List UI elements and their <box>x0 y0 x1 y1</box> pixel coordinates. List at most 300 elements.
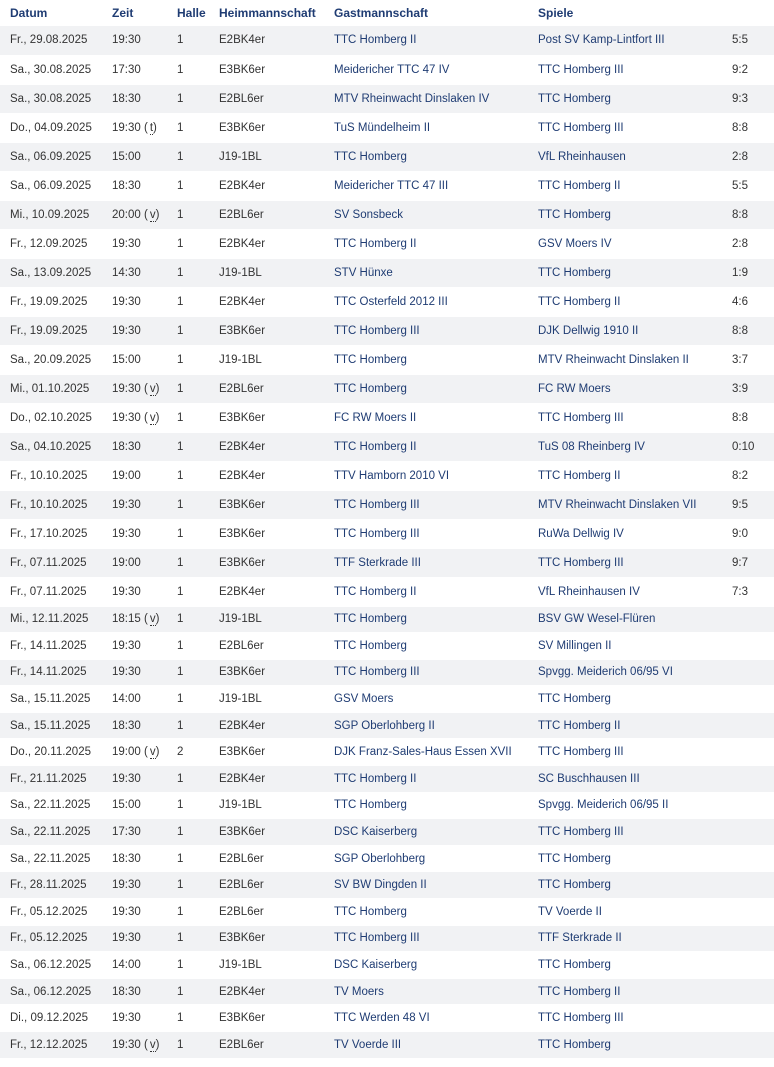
cell-halle <box>167 55 209 84</box>
flag-open-paren: ( <box>140 746 148 759</box>
table-row <box>0 432 774 461</box>
liga-text: J19-1BL <box>219 959 262 972</box>
datum-text: Fr., 12.12.2025 <box>10 1038 88 1051</box>
datum-text: Sa., 30.08.2025 <box>10 92 92 105</box>
heim-team-link[interactable]: TTC Homberg II <box>334 585 417 598</box>
datum-text: Mi., 10.09.2025 <box>10 208 90 221</box>
cell-heim <box>324 1032 528 1059</box>
heim-team-link[interactable]: TTC Homberg <box>334 382 407 395</box>
halle-text: 1 <box>177 719 184 732</box>
cell-zeit <box>102 55 167 84</box>
liga-text: E3BK6er <box>219 666 266 679</box>
heim-team-link[interactable]: TV Moers <box>334 985 384 998</box>
cell-liga <box>209 978 324 1005</box>
liga-text: E2BL6er <box>219 639 264 652</box>
cell-zeit <box>102 577 167 606</box>
cell-zeit <box>102 229 167 258</box>
cell-zeit <box>102 712 167 739</box>
gast-team-link[interactable]: TTC Homberg II <box>538 985 621 998</box>
gast-team-link[interactable]: TTC Homberg II <box>538 179 621 192</box>
header-heim[interactable]: Heimmannschaft <box>219 6 316 20</box>
gast-team-link[interactable]: TTC Homberg III <box>538 746 624 759</box>
cell-liga <box>209 577 324 606</box>
cell-zeit <box>102 606 167 633</box>
gast-team-link[interactable]: FC RW Moers <box>538 382 611 395</box>
table-row <box>0 819 774 846</box>
datum-text: Fr., 07.11.2025 <box>10 585 87 598</box>
heim-team-link[interactable]: TTC Homberg <box>334 905 407 918</box>
cell-datum <box>0 461 102 490</box>
cell-halle <box>167 686 209 713</box>
cell-ergebnis <box>732 739 774 766</box>
liga-text: E3BK6er <box>219 121 266 134</box>
ergebnis-text: 3:7 <box>732 353 748 366</box>
header-spiele[interactable]: Spiele <box>538 6 574 20</box>
header-halle[interactable]: Halle <box>177 6 206 20</box>
flag-open-paren: ( <box>140 613 148 626</box>
liga-text: E2BK4er <box>219 237 266 250</box>
ergebnis-text: 2:8 <box>732 150 748 163</box>
table-row <box>0 84 774 113</box>
datum-text: Fr., 14.11.2025 <box>10 666 87 679</box>
cell-halle <box>167 978 209 1005</box>
cell-gast <box>528 712 732 739</box>
cell-liga <box>209 432 324 461</box>
cell-gast <box>528 403 732 432</box>
cell-liga <box>209 200 324 229</box>
datum-text: Di., 09.12.2025 <box>10 1012 89 1025</box>
flag-close-paren: ) <box>155 382 160 395</box>
heim-team-link[interactable]: TTC Homberg II <box>334 440 417 453</box>
halle-text: 1 <box>177 295 184 308</box>
zeit-text: 19:30 <box>112 121 141 134</box>
cell-liga <box>209 952 324 979</box>
cell-heim <box>324 345 528 374</box>
cell-halle <box>167 925 209 952</box>
cell-liga <box>209 1032 324 1059</box>
cell-zeit <box>102 792 167 819</box>
heim-team-link[interactable]: TTC Homberg <box>334 613 407 626</box>
cell-ergebnis <box>732 925 774 952</box>
heim-team-link[interactable]: TTC Homberg II <box>334 772 417 785</box>
liga-text: E3BK6er <box>219 411 266 424</box>
cell-datum <box>0 739 102 766</box>
heim-team-link[interactable]: TV Voerde III <box>334 1038 402 1051</box>
zeit-flag[interactable]: v <box>149 1038 156 1051</box>
cell-ergebnis <box>732 952 774 979</box>
zeit-flag[interactable]: v <box>149 746 156 759</box>
cell-heim <box>324 403 528 432</box>
liga-text: J19-1BL <box>219 150 262 163</box>
table-row <box>0 519 774 548</box>
cell-heim <box>324 606 528 633</box>
cell-heim <box>324 461 528 490</box>
halle-text: 1 <box>177 852 184 865</box>
halle-text: 1 <box>177 324 184 337</box>
table-row <box>0 287 774 316</box>
cell-ergebnis <box>732 899 774 926</box>
cell-gast <box>528 142 732 171</box>
gast-team-link[interactable]: SC Buschhausen III <box>538 772 640 785</box>
cell-zeit <box>102 819 167 846</box>
cell-heim <box>324 925 528 952</box>
cell-halle <box>167 1032 209 1059</box>
zeit-flag[interactable]: v <box>149 382 156 395</box>
liga-text: E2BK4er <box>219 772 266 785</box>
cell-heim <box>324 659 528 686</box>
gast-team-link[interactable]: Spvgg. Meiderich 06/95 VI <box>538 666 673 679</box>
halle-text: 1 <box>177 693 184 706</box>
zeit-text: 19:30 <box>112 1038 141 1051</box>
cell-datum <box>0 200 102 229</box>
zeit-text: 14:00 <box>112 693 141 706</box>
cell-datum <box>0 659 102 686</box>
heim-team-link[interactable]: TTC Homberg <box>334 150 407 163</box>
cell-liga <box>209 845 324 872</box>
cell-ergebnis <box>732 55 774 84</box>
cell-datum <box>0 374 102 403</box>
cell-gast <box>528 229 732 258</box>
heim-team-link[interactable]: TTC Homberg II <box>334 237 417 250</box>
heim-team-link[interactable]: SGP Oberlohberg <box>334 852 426 865</box>
header-datum[interactable]: Datum <box>10 6 48 20</box>
datum-text: Fr., 10.10.2025 <box>10 498 88 511</box>
cell-zeit <box>102 200 167 229</box>
halle-text: 1 <box>177 411 184 424</box>
gast-team-link[interactable]: TTC Homberg III <box>538 411 624 424</box>
cell-halle <box>167 739 209 766</box>
flag-open-paren: ( <box>140 382 148 395</box>
cell-ergebnis <box>732 403 774 432</box>
gast-team-link[interactable]: TTC Homberg II <box>538 719 621 732</box>
heim-team-link[interactable]: TTF Sterkrade III <box>334 556 421 569</box>
table-row <box>0 403 774 432</box>
cell-halle <box>167 374 209 403</box>
cell-datum <box>0 171 102 200</box>
liga-text: E2BK4er <box>219 985 266 998</box>
gast-team-link[interactable]: TTC Homberg <box>538 92 611 105</box>
gast-team-link[interactable]: TTC Homberg III <box>538 826 624 839</box>
table-row <box>0 766 774 793</box>
gast-team-link[interactable]: Post SV Kamp-Lintfort III <box>538 34 665 47</box>
heim-team-link[interactable]: DSC Kaiserberg <box>334 826 418 839</box>
cell-zeit <box>102 316 167 345</box>
heim-team-link[interactable]: SV BW Dingden II <box>334 879 427 892</box>
halle-text: 1 <box>177 772 184 785</box>
datum-text: Sa., 06.09.2025 <box>10 150 92 163</box>
halle-text: 1 <box>177 1012 184 1025</box>
zeit-flag[interactable]: v <box>149 613 156 626</box>
table-row <box>0 200 774 229</box>
gast-team-link[interactable]: TTC Homberg III <box>538 121 624 134</box>
cell-gast <box>528 490 732 519</box>
cell-ergebnis <box>732 142 774 171</box>
heim-team-link[interactable]: GSV Moers <box>334 693 394 706</box>
cell-halle <box>167 577 209 606</box>
cell-zeit <box>102 766 167 793</box>
gast-team-link[interactable]: BSV GW Wesel-Flüren <box>538 613 656 626</box>
flag-close-paren: ) <box>155 746 160 759</box>
gast-team-link[interactable]: MTV Rheinwacht Dinslaken II <box>538 353 689 366</box>
table-row <box>0 229 774 258</box>
ergebnis-text: 9:3 <box>732 92 748 105</box>
cell-heim <box>324 952 528 979</box>
table-row <box>0 686 774 713</box>
cell-gast <box>528 113 732 142</box>
liga-text: E3BK6er <box>219 498 266 511</box>
cell-datum <box>0 55 102 84</box>
zeit-text: 19:30 <box>112 382 141 395</box>
heim-team-link[interactable]: Meidericher TTC 47 III <box>334 179 449 192</box>
cell-heim <box>324 142 528 171</box>
gast-team-link[interactable]: TTC Homberg <box>538 1038 611 1051</box>
halle-text: 1 <box>177 556 184 569</box>
cell-liga <box>209 659 324 686</box>
ergebnis-text: 4:6 <box>732 295 748 308</box>
gast-team-link[interactable]: TuS 08 Rheinberg IV <box>538 440 645 453</box>
cell-datum <box>0 978 102 1005</box>
heim-team-link[interactable]: TTC Homberg III <box>334 527 420 540</box>
cell-heim <box>324 374 528 403</box>
cell-ergebnis <box>732 792 774 819</box>
cell-zeit <box>102 345 167 374</box>
flag-close-paren: ) <box>155 613 160 626</box>
cell-zeit <box>102 258 167 287</box>
gast-team-link[interactable]: TTC Homberg <box>538 693 611 706</box>
zeit-text: 19:30 <box>112 666 141 679</box>
cell-gast <box>528 633 732 660</box>
heim-team-link[interactable]: TTC Homberg III <box>334 498 420 511</box>
zeit-flag[interactable]: v <box>149 411 156 424</box>
gast-team-link[interactable]: TTC Homberg III <box>538 1012 624 1025</box>
cell-liga <box>209 26 324 55</box>
gast-team-link[interactable]: SV Millingen II <box>538 639 612 652</box>
heim-team-link[interactable]: DSC Kaiserberg <box>334 959 418 972</box>
zeit-text: 19:30 <box>112 905 141 918</box>
cell-datum <box>0 686 102 713</box>
cell-ergebnis <box>732 845 774 872</box>
cell-gast <box>528 978 732 1005</box>
halle-text: 1 <box>177 905 184 918</box>
datum-text: Fr., 19.09.2025 <box>10 295 88 308</box>
cell-heim <box>324 258 528 287</box>
gast-team-link[interactable]: TV Voerde II <box>538 905 602 918</box>
gast-team-link[interactable]: MTV Rheinwacht Dinslaken VII <box>538 498 697 511</box>
liga-text: E2BL6er <box>219 92 264 105</box>
header-gast[interactable]: Gastmannschaft <box>334 6 429 20</box>
gast-team-link[interactable]: TTF Sterkrade II <box>538 932 622 945</box>
cell-halle <box>167 258 209 287</box>
gast-team-link[interactable]: RuWa Dellwig IV <box>538 527 624 540</box>
heim-team-link[interactable]: TTC Homberg <box>334 799 407 812</box>
datum-text: Sa., 15.11.2025 <box>10 719 91 732</box>
gast-team-link[interactable]: TTC Homberg III <box>538 63 624 76</box>
zeit-text: 20:00 <box>112 208 141 221</box>
cell-datum <box>0 872 102 899</box>
heim-team-link[interactable]: TTC Werden 48 VI <box>334 1012 430 1025</box>
cell-zeit <box>102 461 167 490</box>
zeit-flag[interactable]: v <box>149 208 156 221</box>
datum-text: Fr., 07.11.2025 <box>10 556 87 569</box>
gast-team-link[interactable]: Spvgg. Meiderich 06/95 II <box>538 799 669 812</box>
cell-liga <box>209 287 324 316</box>
zeit-text: 19:30 <box>112 932 141 945</box>
liga-text: E3BK6er <box>219 63 266 76</box>
heim-team-link[interactable]: TTC Homberg III <box>334 324 420 337</box>
halle-text: 1 <box>177 266 184 279</box>
halle-text: 1 <box>177 92 184 105</box>
cell-datum <box>0 577 102 606</box>
cell-heim <box>324 229 528 258</box>
halle-text: 1 <box>177 932 184 945</box>
zeit-text: 18:30 <box>112 719 141 732</box>
cell-zeit <box>102 490 167 519</box>
halle-text: 2 <box>177 746 184 759</box>
cell-halle <box>167 490 209 519</box>
zeit-text: 14:30 <box>112 266 141 279</box>
heim-team-link[interactable]: SV Sonsbeck <box>334 208 404 221</box>
gast-team-link[interactable]: TTC Homberg <box>538 959 611 972</box>
datum-text: Do., 02.10.2025 <box>10 411 92 424</box>
gast-team-link[interactable]: TTC Homberg <box>538 879 611 892</box>
cell-ergebnis <box>732 659 774 686</box>
ergebnis-text: 2:8 <box>732 237 748 250</box>
gast-team-link[interactable]: TTC Homberg <box>538 266 611 279</box>
cell-halle <box>167 952 209 979</box>
gast-team-link[interactable]: GSV Moers IV <box>538 237 612 250</box>
liga-text: E2BK4er <box>219 469 266 482</box>
zeit-text: 17:30 <box>112 63 141 76</box>
halle-text: 1 <box>177 879 184 892</box>
zeit-text: 19:30 <box>112 1012 141 1025</box>
cell-datum <box>0 952 102 979</box>
heim-team-link[interactable]: DJK Franz-Sales-Haus Essen XVII <box>334 746 512 759</box>
heim-team-link[interactable]: MTV Rheinwacht Dinslaken IV <box>334 92 490 105</box>
heim-team-link[interactable]: SGP Oberlohberg II <box>334 719 435 732</box>
cell-datum <box>0 1032 102 1059</box>
gast-team-link[interactable]: DJK Dellwig 1910 II <box>538 324 639 337</box>
cell-halle <box>167 1005 209 1032</box>
cell-liga <box>209 113 324 142</box>
table-header <box>0 0 774 26</box>
header-zeit[interactable]: Zeit <box>112 6 134 20</box>
gast-team-link[interactable]: TTC Homberg II <box>538 469 621 482</box>
heim-team-link[interactable]: STV Hünxe <box>334 266 393 279</box>
cell-gast <box>528 766 732 793</box>
ergebnis-text: 5:5 <box>732 34 748 47</box>
table-row <box>0 952 774 979</box>
zeit-text: 14:00 <box>112 959 141 972</box>
gast-team-link[interactable]: TTC Homberg II <box>538 295 621 308</box>
heim-team-link[interactable]: TTC Homberg III <box>334 932 420 945</box>
cell-zeit <box>102 659 167 686</box>
cell-datum <box>0 548 102 577</box>
heim-team-link[interactable]: TuS Mündelheim II <box>334 121 431 134</box>
cell-heim <box>324 872 528 899</box>
table-row <box>0 113 774 142</box>
halle-text: 1 <box>177 440 184 453</box>
flag-close-paren: ) <box>153 121 157 134</box>
cell-datum <box>0 606 102 633</box>
ergebnis-text: 8:2 <box>732 469 748 482</box>
table-row <box>0 1005 774 1032</box>
cell-heim <box>324 316 528 345</box>
ergebnis-text: 9:0 <box>732 527 748 540</box>
heim-team-link[interactable]: TTC Homberg III <box>334 666 420 679</box>
gast-team-link[interactable]: TTC Homberg III <box>538 556 624 569</box>
liga-text: E2BL6er <box>219 905 264 918</box>
cell-liga <box>209 316 324 345</box>
datum-text: Fr., 21.11.2025 <box>10 772 87 785</box>
cell-heim <box>324 287 528 316</box>
cell-liga <box>209 766 324 793</box>
heim-team-link[interactable]: FC RW Moers II <box>334 411 417 424</box>
cell-ergebnis <box>732 26 774 55</box>
table-row <box>0 845 774 872</box>
cell-gast <box>528 519 732 548</box>
cell-ergebnis <box>732 978 774 1005</box>
cell-liga <box>209 229 324 258</box>
cell-zeit <box>102 26 167 55</box>
cell-zeit <box>102 142 167 171</box>
heim-team-link[interactable]: TTC Homberg <box>334 639 407 652</box>
datum-text: Sa., 06.12.2025 <box>10 985 92 998</box>
datum-text: Do., 20.11.2025 <box>10 746 91 759</box>
cell-gast <box>528 739 732 766</box>
cell-gast <box>528 84 732 113</box>
cell-halle <box>167 113 209 142</box>
cell-liga <box>209 925 324 952</box>
datum-text: Sa., 06.09.2025 <box>10 179 92 192</box>
cell-ergebnis <box>732 287 774 316</box>
table-row <box>0 548 774 577</box>
cell-gast <box>528 659 732 686</box>
cell-datum <box>0 712 102 739</box>
heim-team-link[interactable]: TTC Osterfeld 2012 III <box>334 295 448 308</box>
cell-ergebnis <box>732 258 774 287</box>
cell-gast <box>528 686 732 713</box>
halle-text: 1 <box>177 585 184 598</box>
zeit-text: 18:15 <box>112 613 141 626</box>
gast-team-link[interactable]: VfL Rheinhausen <box>538 150 626 163</box>
ergebnis-text: 9:7 <box>732 556 748 569</box>
heim-team-link[interactable]: TTC Homberg <box>334 353 407 366</box>
halle-text: 1 <box>177 237 184 250</box>
cell-ergebnis <box>732 171 774 200</box>
cell-heim <box>324 633 528 660</box>
cell-ergebnis <box>732 577 774 606</box>
cell-gast <box>528 845 732 872</box>
heim-team-link[interactable]: Meidericher TTC 47 IV <box>334 63 450 76</box>
cell-halle <box>167 872 209 899</box>
cell-halle <box>167 548 209 577</box>
gast-team-link[interactable]: VfL Rheinhausen IV <box>538 585 640 598</box>
heim-team-link[interactable]: TTC Homberg II <box>334 34 417 47</box>
zeit-text: 19:00 <box>112 746 141 759</box>
zeit-flag[interactable]: t <box>149 121 154 134</box>
cell-zeit <box>102 548 167 577</box>
table-row <box>0 978 774 1005</box>
gast-team-link[interactable]: TTC Homberg <box>538 208 611 221</box>
gast-team-link[interactable]: TTC Homberg <box>538 852 611 865</box>
cell-liga <box>209 899 324 926</box>
heim-team-link[interactable]: TTV Hamborn 2010 VI <box>334 469 450 482</box>
cell-zeit <box>102 952 167 979</box>
cell-ergebnis <box>732 229 774 258</box>
cell-gast <box>528 55 732 84</box>
liga-text: E3BK6er <box>219 932 266 945</box>
ergebnis-text: 5:5 <box>732 179 748 192</box>
